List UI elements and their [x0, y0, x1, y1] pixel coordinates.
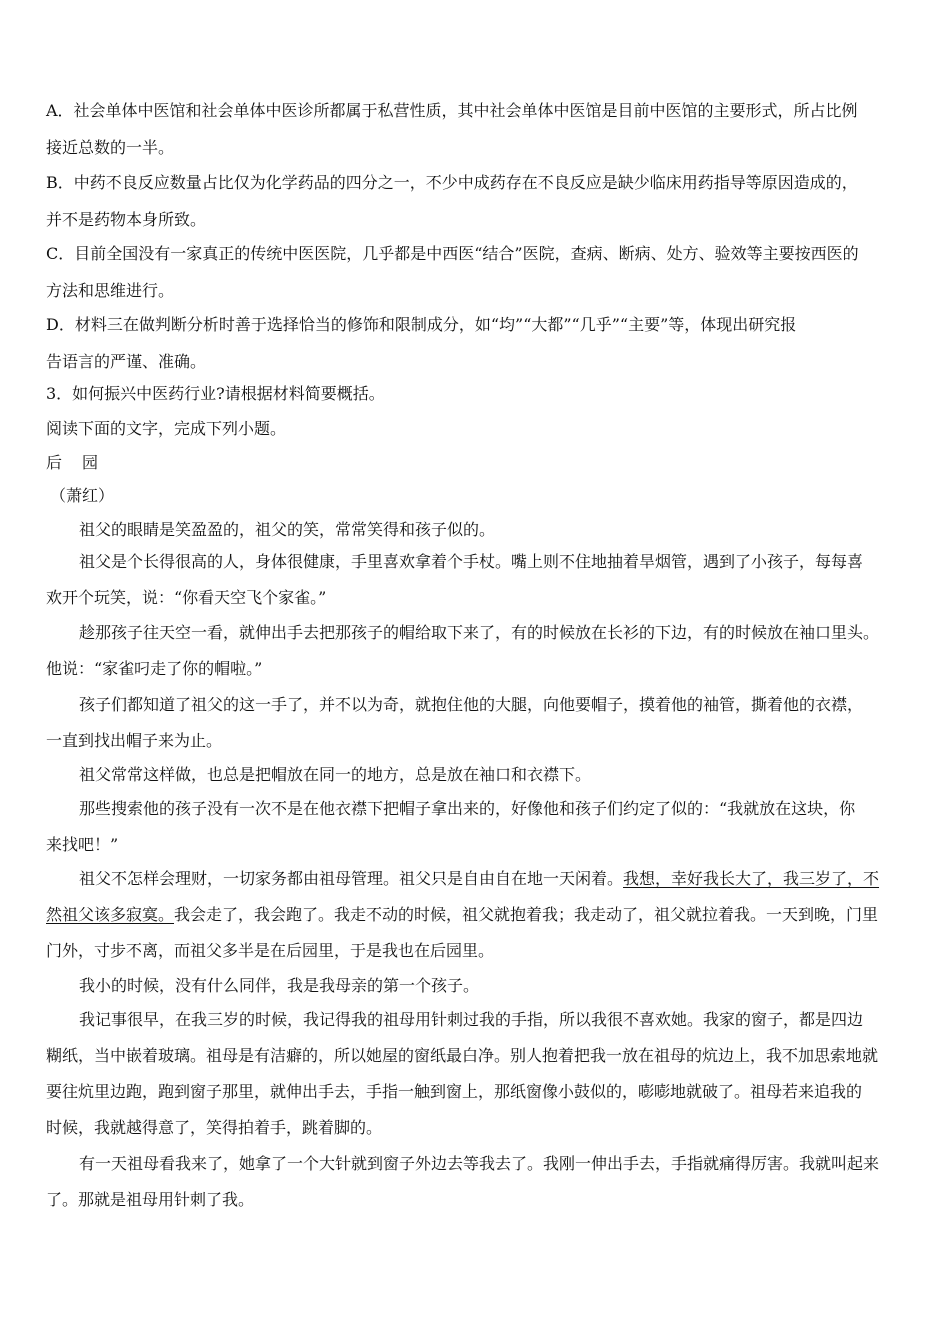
- option-c-line-2: 方法和思维进行。: [46, 281, 175, 300]
- reading-instruction: 阅读下面的文字，完成下列小题。: [46, 419, 287, 438]
- option-a-line-1: A．社会单体中医馆和社会单体中医诊所都属于私营性质，其中社会单体中医馆是目前中医馆的主要形式，所占比例: [46, 101, 858, 120]
- paragraph-6-line-2: 来找吧！”: [46, 835, 119, 854]
- question-3: 3．如何振兴中医药行业?请根据材料简要概括。: [46, 384, 385, 403]
- paragraph-10-line-1: 有一天祖母看我来了，她拿了一个大针就到窗子外边去等我去了。我刚一伸出手去，手指就痛得厉害。我就叫起来: [79, 1154, 880, 1173]
- paragraph-9-line-4: 时候，我就越得意了，笑得拍着手，跳着脚的。: [46, 1118, 383, 1137]
- paragraph-9-line-3: 要往炕里边跑，跑到窗子那里，就伸出手去，手指一触到窗上，那纸窗像小鼓似的，嘭嘭地就破了。祖母若来追我的: [46, 1082, 863, 1101]
- underlined-sentence-part-2: 然祖父该多寂寞。: [46, 905, 175, 924]
- paragraph-2-line-2: 欢开个玩笑，说：“你看天空飞个家雀。”: [46, 588, 327, 607]
- option-d-line-2: 告语言的严谨、准确。: [46, 352, 207, 371]
- paragraph-9-line-2: 糊纸，当中嵌着玻璃。祖母是有洁癖的，所以她屋的窗纸最白净。别人抱着把我一放在祖母的炕边上，我不加思索地就: [46, 1046, 879, 1065]
- paragraph-9-line-1: 我记事很早，在我三岁的时候，我记得我的祖母用针刺过我的手指，所以我很不喜欢她。我家的窗子，都是四边: [79, 1010, 864, 1029]
- option-c-line-1: C．目前全国没有一家真正的传统中医医院，几乎都是中西医“结合”医院，查病、断病、处方、验效等主要按西医的: [46, 244, 859, 263]
- option-b-line-2: 并不是药物本身所致。: [46, 210, 207, 229]
- paragraph-7-line-2: [46, 904, 878, 926]
- option-d-line-1: D．材料三在做判断分析时善于选择恰当的修饰和限制成分，如“均”“大都”“几乎”“主要”等，体现出研究报: [46, 315, 797, 334]
- paragraph-3-line-2: 他说：“家雀叼走了你的帽啦。”: [46, 659, 263, 678]
- paragraph-4-line-1: 孩子们都知道了祖父的这一手了，并不以为奇，就抱住他的大腿，向他要帽子，摸着他的袖管，撕着他的衣襟，: [79, 695, 864, 714]
- paragraph-7-continuation: 我会走了，我会跑了。我走不动的时候，祖父就抱着我；我走动了，祖父就拉着我。一天到晚，门里: [174, 905, 879, 924]
- option-b-line-1: B．中药不良反应数量占比仅为化学药品的四分之一，不少中成药存在不良反应是缺少临床用药指导等原因造成的，: [46, 173, 858, 192]
- passage-title: 后园: [46, 453, 119, 472]
- paragraph-2-line-1: 祖父是个长得很高的人，身体很健康，手里喜欢拿着个手杖。嘴上则不住地抽着旱烟管，遇到了小孩子，每每喜: [79, 552, 864, 571]
- paragraph-10-line-2: 了。那就是祖母用针刺了我。: [46, 1190, 255, 1209]
- underlined-sentence-part-1: 我想，幸好我长大了，我三岁了，不: [623, 869, 880, 888]
- paragraph-5: 祖父常常这样做，也总是把帽放在同一的地方，总是放在袖口和衣襟下。: [79, 765, 592, 784]
- paragraph-6-line-1: 那些搜索他的孩子没有一次不是在他衣襟下把帽子拿出来的，好像他和孩子们约定了似的：“我就放在这块，你: [79, 799, 856, 818]
- option-a-line-2: 接近总数的一半。: [46, 138, 175, 157]
- paragraph-7-line-3: 门外，寸步不离，而祖父多半是在后园里，于是我也在后园里。: [46, 941, 495, 960]
- paragraph-8: 我小的时候，没有什么同伴，我是我母亲的第一个孩子。: [79, 976, 480, 995]
- passage-author: （萧红）: [50, 486, 115, 505]
- paragraph-4-line-2: 一直到找出帽子来为止。: [46, 731, 223, 750]
- paragraph-7-plain-text: 祖父不怎样会理财，一切家务都由祖母管理。祖父只是自由自在地一天闲着。: [79, 869, 624, 888]
- paragraph-7-line-1: [79, 868, 879, 890]
- paragraph-1: 祖父的眼睛是笑盈盈的，祖父的笑，常常笑得和孩子似的。: [79, 520, 496, 539]
- paragraph-3-line-1: 趁那孩子往天空一看，就伸出手去把那孩子的帽给取下来了，有的时候放在长衫的下边，有的时候放在袖口里头。: [79, 623, 880, 642]
